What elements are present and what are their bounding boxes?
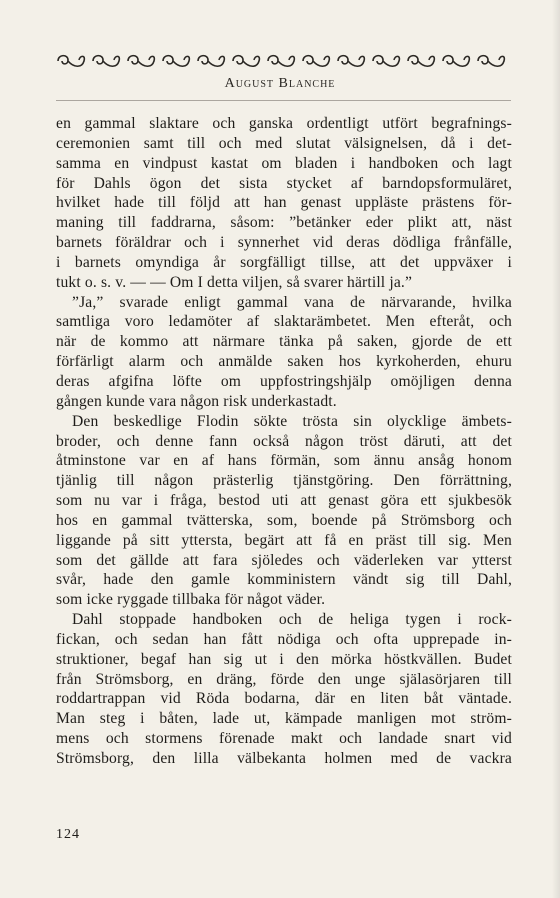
ornament-scroll <box>233 56 259 67</box>
text-line: när de kommo att närmare tänka på saken, gjorde de ett <box>56 333 512 351</box>
text-line: broder, och denne fann också någon tröst däruti, att det <box>56 432 512 450</box>
text-line: Dahl stoppade handboken och de heliga tygen i rock- <box>72 611 512 629</box>
text-line: en gammal slaktare och ganska ordentligt utfört begrafnings- <box>56 115 512 132</box>
text-line: hos en gammal tvätterska, som, boende på Strömsborg och <box>56 511 512 529</box>
text-line: tjänlig till någon prästerlig tjänstgöring. Den förrättning, <box>56 472 512 490</box>
ornament-scroll <box>338 56 364 67</box>
text-line: samma en vindpust kastat om bladen i handboken och lagt <box>56 154 512 172</box>
text-line: ”Ja,” svarade enligt gammal vana de närvarande, hvilka <box>72 293 512 311</box>
text-line: som nu var i fråga, bestod uti att genast göra ett sjukbesök <box>56 492 512 510</box>
header-rule <box>56 100 511 101</box>
text-line: som det gällde att fara sjöledes och väderleken var ytterst <box>56 551 512 569</box>
text-line: roddartrappan vid Röda bodarna, där en liten båt väntade. <box>56 690 512 708</box>
ornament-scroll <box>268 56 294 67</box>
text-line: svår, hade den gamle komministern vändt sig till Dahl, <box>56 571 512 589</box>
decorative-header-ornament <box>56 52 511 70</box>
page-edge-shadow <box>552 0 560 898</box>
ornament-scroll <box>408 56 434 67</box>
ornament-scroll <box>198 56 224 67</box>
ornament-scroll <box>163 56 189 67</box>
text-line: Strömsborg, den lilla välbekanta holmen med de vackra <box>56 750 512 767</box>
text-line: åtminstone var en af hans förmän, som ännu ansåg honom <box>56 452 512 470</box>
ornament-scroll <box>93 56 119 67</box>
text-line: samtliga voro ledamöter af slaktarämbetet. Men efteråt, och <box>56 313 512 331</box>
text-line: maning till faddrarna, såsom: ”betänker eder plikt att, näst <box>56 214 512 232</box>
text-line: som icke ryggade tillbaka för något väder. <box>56 591 326 609</box>
ornament-scroll <box>58 56 84 67</box>
text-line: struktioner, begaf han sig ut i den mörka höstkvällen. Budet <box>56 650 512 668</box>
text-line: deras afgifna löfte om uppfostringshjälp omöjligen denna <box>56 372 512 390</box>
page-number: 124 <box>56 827 80 842</box>
ornament-scroll <box>478 56 504 67</box>
text-line: mens och stormens förenade makt och landade snart vid <box>56 730 512 748</box>
text-line: förfärligt alarm och anmälde saken hos kyrkoherden, ehuru <box>56 353 512 371</box>
text-line: Den beskedlige Flodin sökte trösta sin olycklige ämbets- <box>72 412 512 430</box>
text-line: från Strömsborg, en dräng, förde den unge själasörjaren till <box>56 670 512 688</box>
ornament-scroll <box>443 56 469 67</box>
text-line: tukt o. s. v. — — Om I detta viljen, så svarer härtill ja.” <box>56 273 413 291</box>
text-line: gången kunde vara någon risk underkastadt. <box>56 392 337 410</box>
ornament-scroll <box>303 56 329 67</box>
running-head: August Blanche <box>224 76 336 91</box>
text-line: hvilket hade till följd att han genast uppläste prästens för- <box>56 194 512 212</box>
text-line: för Dahls ögon det sista stycket af barndopsformuläret, <box>56 174 512 192</box>
text-line: barnets föräldrar och i synnerhet vid deras dödliga frånfälle, <box>56 234 512 252</box>
text-line: Man steg i båten, lade ut, kämpade manligen mot ström- <box>56 710 512 728</box>
ornament-scroll <box>373 56 399 67</box>
text-line: liggande på sitt yttersta, begärt att få en präst till sig. Men <box>56 531 512 549</box>
text-line: ceremonien samt till och med slutat välsignelsen, då i det- <box>56 134 512 152</box>
ornament-scroll <box>128 56 154 67</box>
body-text <box>56 114 512 769</box>
text-line: i barnets omyndiga år sorgfälligt tillse, att det uppväxer i <box>56 253 512 271</box>
text-line: fickan, och sedan han fått nödiga och ofta upprepade in- <box>56 630 512 648</box>
